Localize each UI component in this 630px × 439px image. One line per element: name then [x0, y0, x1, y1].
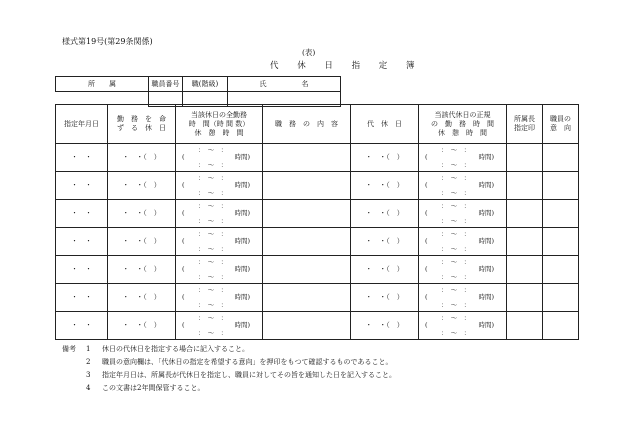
regular-time-range: ： 〜 ：: [441, 314, 471, 322]
designation-table: [55, 104, 579, 340]
regular-time-range: ： 〜 ：: [441, 286, 471, 294]
compensatory-day-cell[interactable]: ・ ・（ ）: [351, 256, 419, 284]
col-regular-hours-line1: 当該代休日の正規: [434, 110, 491, 119]
col-designation-date: 指定年月日: [56, 105, 108, 144]
col-chief-seal-line1: 所属長: [514, 115, 535, 123]
staff-info-table: [55, 76, 341, 107]
col-staff-intent-line1: 職員の: [550, 115, 571, 123]
compensatory-day-cell[interactable]: ・ ・（ ）: [351, 172, 419, 200]
regular-hours-count: 時間): [478, 321, 494, 329]
col-work-day-line1: 勤 務 を 命: [117, 115, 166, 123]
staff-no-header: 職員番号: [149, 77, 183, 92]
work-hours-cell[interactable]: [176, 200, 263, 228]
break-time-range: ： 〜 ：: [198, 245, 228, 253]
regular-time-range: ： 〜 ：: [441, 202, 471, 210]
notes-section: [62, 343, 396, 395]
note-number: 4: [86, 384, 91, 392]
regular-break-range: ： 〜 ：: [441, 189, 471, 197]
table-row: [56, 312, 579, 340]
page-title: 代 休 日 指 定 簿: [270, 61, 423, 71]
work-time-range: ： 〜 ：: [198, 286, 228, 294]
work-hours-cell[interactable]: [176, 228, 263, 256]
col-chief-seal-line2: 指定印: [514, 124, 535, 132]
work-day-cell[interactable]: ・ ・（ ）: [108, 312, 176, 340]
work-hours-count: 時間): [234, 209, 250, 217]
work-hours-cell[interactable]: [176, 312, 263, 340]
designation-date-cell[interactable]: ・ ・: [56, 144, 108, 172]
regular-hours-cell[interactable]: [419, 228, 507, 256]
compensatory-day-cell[interactable]: ・ ・（ ）: [351, 284, 419, 312]
col-staff-intent-line2: 意 向: [550, 124, 571, 132]
table-row: [56, 284, 579, 312]
break-time-range: ： 〜 ：: [198, 189, 228, 197]
page-subtitle: (表): [302, 48, 316, 57]
work-time-range: ： 〜 ：: [198, 230, 228, 238]
regular-break-range: ： 〜 ：: [441, 245, 471, 253]
duty-cell[interactable]: [263, 228, 351, 256]
regular-hours-count: 時間): [478, 293, 494, 301]
notes-label: 備考: [62, 345, 76, 353]
duty-cell[interactable]: [263, 144, 351, 172]
work-hours-cell[interactable]: [176, 256, 263, 284]
regular-hours-count: 時間): [478, 181, 494, 189]
regular-hours-count: 時間): [478, 209, 494, 217]
regular-break-range: ： 〜 ：: [441, 217, 471, 225]
note-number: 1: [86, 345, 91, 353]
work-hours-cell[interactable]: [176, 172, 263, 200]
work-hours-count: 時間): [234, 153, 250, 161]
col-work-day-line2: ず る 休 日: [117, 124, 166, 132]
note-item: [62, 343, 396, 356]
regular-hours-cell[interactable]: [419, 284, 507, 312]
col-work-hours: [176, 105, 263, 144]
break-time-range: ： 〜 ：: [198, 217, 228, 225]
regular-hours-cell[interactable]: [419, 172, 507, 200]
note-text: 職員の意向欄は、「代休日の指定を希望する意向」を押印をもつて確認するものであること。: [102, 358, 393, 366]
note-text: 休日の代休日を指定する場合に記入すること。: [102, 345, 249, 353]
regular-break-range: ： 〜 ：: [441, 273, 471, 281]
chief-seal-cell[interactable]: [507, 200, 543, 228]
chief-seal-cell[interactable]: [507, 312, 543, 340]
duty-cell[interactable]: [263, 172, 351, 200]
paren-open: (: [182, 265, 185, 273]
col-staff-intent: [543, 105, 579, 144]
staff-intent-cell[interactable]: [543, 256, 579, 284]
work-day-cell[interactable]: ・ ・（ ）: [108, 172, 176, 200]
duty-cell[interactable]: [263, 256, 351, 284]
work-hours-cell[interactable]: [176, 144, 263, 172]
work-time-range: ： 〜 ：: [198, 146, 228, 154]
work-time-range: ： 〜 ：: [198, 314, 228, 322]
break-time-range: ： 〜 ：: [198, 161, 228, 169]
work-day-cell[interactable]: ・ ・（ ）: [108, 228, 176, 256]
paren-open: (: [182, 181, 185, 189]
note-number: 2: [86, 358, 91, 366]
col-duty: 職 務 の 内 容: [263, 105, 351, 144]
work-time-range: ： 〜 ：: [198, 202, 228, 210]
compensatory-day-cell[interactable]: ・ ・（ ）: [351, 200, 419, 228]
regular-break-range: ： 〜 ：: [441, 329, 471, 337]
designation-date-cell[interactable]: ・ ・: [56, 256, 108, 284]
designation-date-cell[interactable]: ・ ・: [56, 172, 108, 200]
col-work-day: [108, 105, 176, 144]
table-header-row: [56, 105, 579, 144]
regular-hours-count: 時間): [478, 265, 494, 273]
note-text: この文書は2年間保管すること。: [102, 384, 205, 392]
chief-seal-cell[interactable]: [507, 256, 543, 284]
paren-open: (: [182, 153, 185, 161]
chief-seal-cell[interactable]: [507, 172, 543, 200]
paren-open: (: [182, 237, 185, 245]
duty-cell[interactable]: [263, 312, 351, 340]
designation-date-cell[interactable]: ・ ・: [56, 312, 108, 340]
col-chief-seal: [507, 105, 543, 144]
regular-break-range: ： 〜 ：: [441, 301, 471, 309]
paren-open: (: [425, 209, 428, 217]
paren-open: (: [425, 237, 428, 245]
work-hours-count: 時間): [234, 321, 250, 329]
work-day-cell[interactable]: ・ ・（ ）: [108, 144, 176, 172]
duty-cell[interactable]: [263, 200, 351, 228]
break-time-range: ： 〜 ：: [198, 301, 228, 309]
work-hours-count: 時間): [234, 265, 250, 273]
staff-intent-cell[interactable]: [543, 200, 579, 228]
col-work-hours-line1: 当該休日の全勤務: [191, 110, 247, 119]
regular-hours-cell[interactable]: [419, 144, 507, 172]
staff-intent-cell[interactable]: [543, 312, 579, 340]
col-regular-hours-line2: の 勤 務 時 間: [431, 119, 494, 128]
paren-open: (: [425, 181, 428, 189]
table-row: [56, 144, 579, 172]
chief-seal-cell[interactable]: [507, 284, 543, 312]
note-item: [62, 356, 396, 369]
table-row: [56, 228, 579, 256]
note-number: 3: [86, 371, 91, 379]
regular-hours-count: 時間): [478, 153, 494, 161]
regular-time-range: ： 〜 ：: [441, 146, 471, 154]
regular-hours-count: 時間): [478, 237, 494, 245]
note-text: 指定年月日は、所属長が代休日を指定し、職員に対してその旨を通知した日を記入すること。: [102, 371, 396, 379]
paren-open: (: [425, 321, 428, 329]
work-time-range: ： 〜 ：: [198, 258, 228, 266]
work-day-cell[interactable]: ・ ・（ ）: [108, 200, 176, 228]
compensatory-day-cell[interactable]: ・ ・（ ）: [351, 144, 419, 172]
work-hours-count: 時間): [234, 181, 250, 189]
compensatory-day-cell[interactable]: ・ ・（ ）: [351, 228, 419, 256]
designation-date-cell[interactable]: ・ ・: [56, 200, 108, 228]
regular-time-range: ： 〜 ：: [441, 174, 471, 182]
paren-open: (: [425, 293, 428, 301]
col-compensatory-day: 代 休 日: [351, 105, 419, 144]
designation-date-cell[interactable]: ・ ・: [56, 284, 108, 312]
work-hours-count: 時間): [234, 293, 250, 301]
regular-time-range: ： 〜 ：: [441, 258, 471, 266]
table-row: [56, 200, 579, 228]
col-regular-hours: [419, 105, 507, 144]
staff-intent-cell[interactable]: [543, 228, 579, 256]
table-row: [56, 172, 579, 200]
work-time-range: ： 〜 ：: [198, 174, 228, 182]
work-hours-cell[interactable]: [176, 284, 263, 312]
regular-hours-cell[interactable]: [419, 312, 507, 340]
work-day-cell[interactable]: ・ ・（ ）: [108, 256, 176, 284]
break-time-range: ： 〜 ：: [198, 273, 228, 281]
duty-cell[interactable]: [263, 284, 351, 312]
chief-seal-cell[interactable]: [507, 144, 543, 172]
chief-seal-cell[interactable]: [507, 228, 543, 256]
paren-open: (: [182, 293, 185, 301]
paren-open: (: [425, 153, 428, 161]
col-work-hours-line2: 時 間（時 間 数）: [188, 119, 250, 128]
staff-intent-cell[interactable]: [543, 144, 579, 172]
compensatory-day-cell[interactable]: ・ ・（ ）: [351, 312, 419, 340]
col-work-hours-line3: 休 憩 時 間: [194, 128, 244, 137]
name-header: 氏 名: [228, 77, 341, 92]
staff-intent-cell[interactable]: [543, 284, 579, 312]
table-row: [56, 256, 579, 284]
affiliation-header: 所 属: [56, 77, 149, 92]
break-time-range: ： 〜 ：: [198, 329, 228, 337]
note-item: [62, 382, 396, 395]
paren-open: (: [425, 265, 428, 273]
regular-break-range: ： 〜 ：: [441, 161, 471, 169]
staff-intent-cell[interactable]: [543, 172, 579, 200]
col-regular-hours-line3: 休 憩 時 間: [438, 128, 487, 137]
work-hours-count: 時間): [234, 237, 250, 245]
regular-hours-cell[interactable]: [419, 256, 507, 284]
note-item: [62, 369, 396, 382]
paren-open: (: [182, 209, 185, 217]
designation-date-cell[interactable]: ・ ・: [56, 228, 108, 256]
regular-time-range: ： 〜 ：: [441, 230, 471, 238]
paren-open: (: [182, 321, 185, 329]
job-grade-header: 職(階級): [183, 77, 228, 92]
work-day-cell[interactable]: ・ ・（ ）: [108, 284, 176, 312]
form-number: 様式第19号(第29条関係): [62, 37, 153, 46]
regular-hours-cell[interactable]: [419, 200, 507, 228]
